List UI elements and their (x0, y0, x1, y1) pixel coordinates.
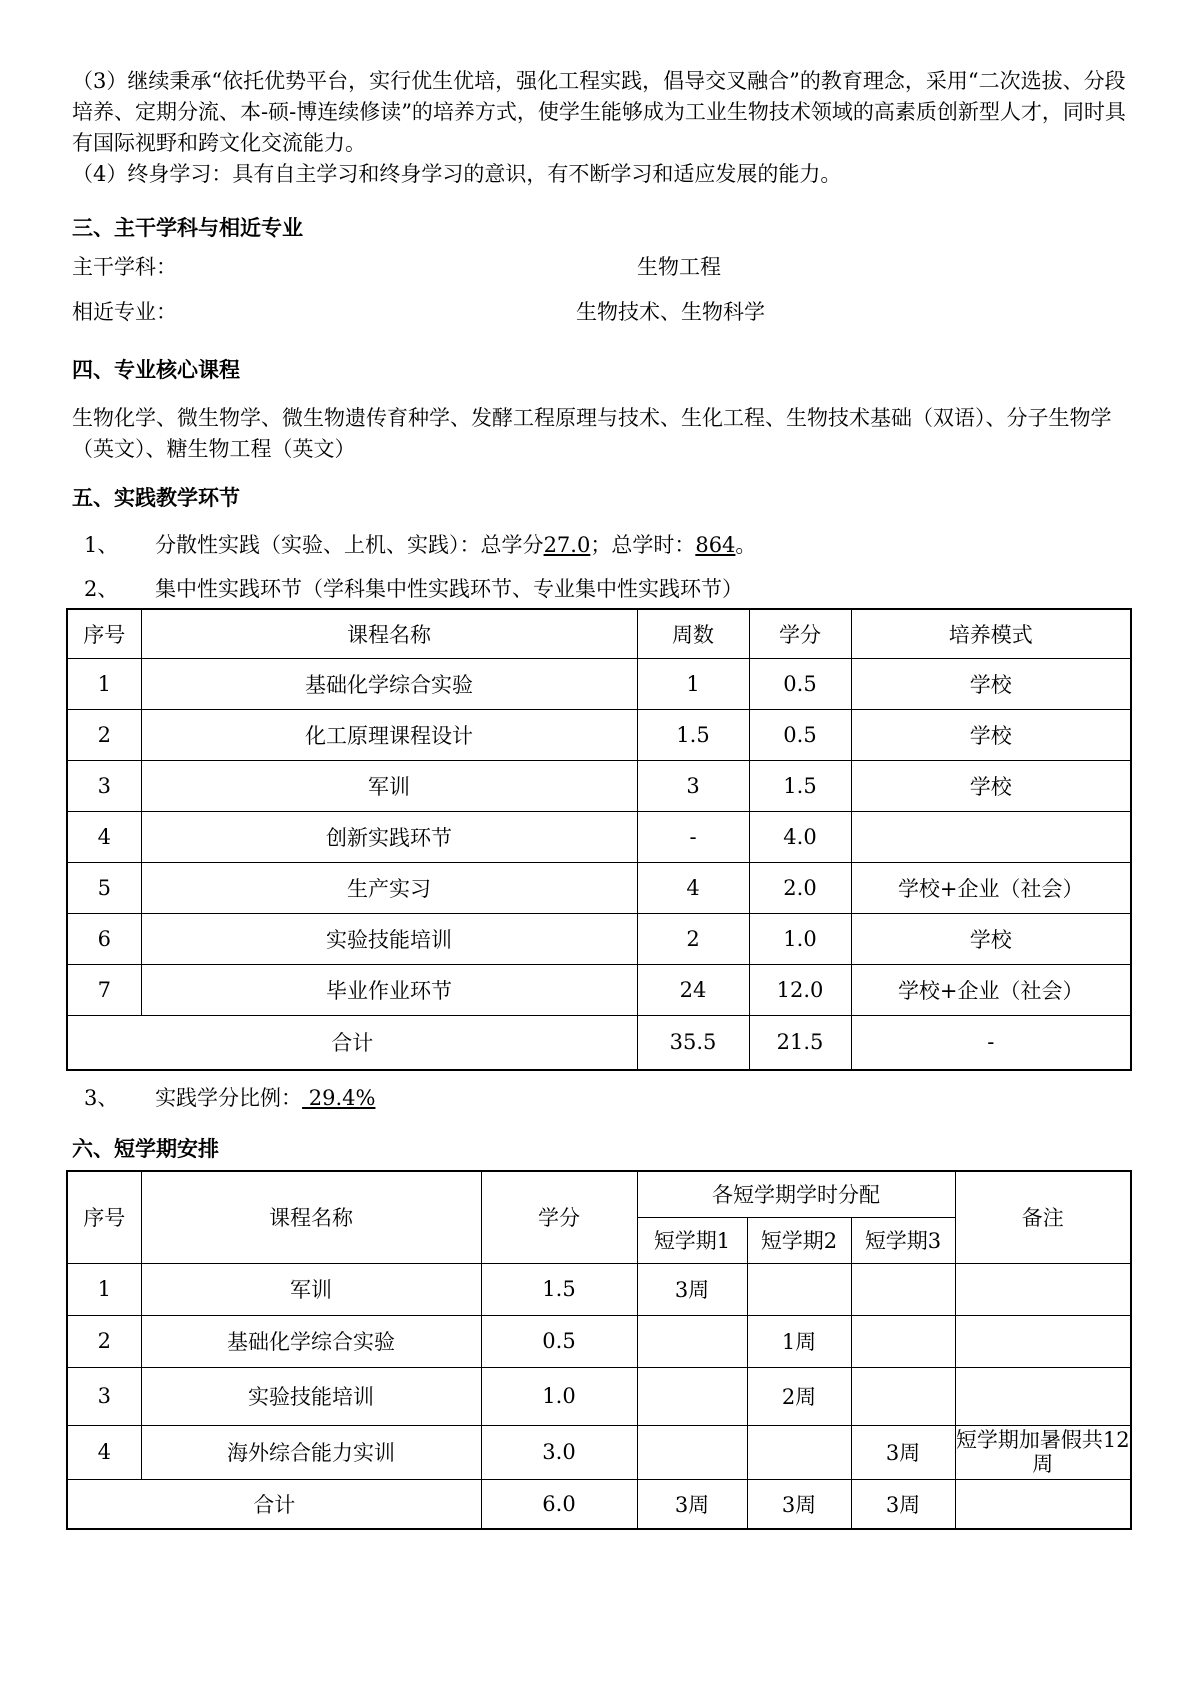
cell-no: 1 (67, 1263, 141, 1315)
practice-item-3-text: 实践学分比例： (155, 1086, 303, 1110)
cell-remark (955, 1367, 1131, 1425)
cell-s2 (747, 1425, 851, 1479)
cell-no: 2 (67, 709, 141, 760)
total-label: 合计 (67, 1015, 637, 1070)
cell-weeks: 1 (637, 658, 749, 709)
related-major-value: 生物技术、生物科学 (576, 300, 765, 324)
total-s1: 3周 (637, 1479, 747, 1529)
total-mode: - (851, 1015, 1131, 1070)
objective-paragraph-3: （3）继续秉承“依托优势平台，实行优生优培，强化工程实践，倡导交叉融合”的教育理念，采用“二次选拔、分段培养、定期分流、本-硕-博连续修读”的培养方式，使学生能够成为工业生物技术领域的高素质创新型人才，同时具有国际视野和跨文化交流能力。 (72, 69, 1126, 155)
cell-s1 (637, 1315, 747, 1367)
related-major-label: 相近专业： (72, 300, 177, 324)
total-s2: 3周 (747, 1479, 851, 1529)
main-discipline-value: 生物工程 (637, 255, 721, 279)
header-course-name: 课程名称 (141, 609, 637, 658)
cell-weeks: 2 (637, 913, 749, 964)
cell-weeks: 4 (637, 862, 749, 913)
cell-credits: 2.0 (749, 862, 851, 913)
cell-s2: 2周 (747, 1367, 851, 1425)
cell-mode: 学校 (851, 913, 1131, 964)
practice-item-3-number: 3、 (84, 1086, 119, 1110)
cell-credits: 0.5 (481, 1315, 637, 1367)
header-mode: 培养模式 (851, 609, 1131, 658)
section-6-heading: 六、短学期安排 (72, 1137, 219, 1161)
practice-item-2 (84, 573, 743, 603)
header-short-semester-2: 短学期2 (747, 1217, 851, 1263)
table-row (67, 913, 1131, 964)
cell-mode: 学校 (851, 658, 1131, 709)
practice-item-1-number: 1、 (84, 533, 119, 557)
cell-weeks: 1.5 (637, 709, 749, 760)
cell-credits: 1.0 (481, 1367, 637, 1425)
cell-remark (955, 1315, 1131, 1367)
header-no: 序号 (67, 1171, 141, 1263)
table-header-row (67, 609, 1131, 658)
objective-paragraph-4: （4）终身学习：具有自主学习和终身学习的意识，有不断学习和适应发展的能力。 (72, 162, 842, 186)
practice-credit-ratio: 29.4% (302, 1086, 376, 1110)
cell-course-name: 军训 (141, 1263, 481, 1315)
cell-course-name: 实验技能培训 (141, 913, 637, 964)
header-course-name: 课程名称 (141, 1171, 481, 1263)
cell-mode (851, 811, 1131, 862)
cell-mode: 学校+企业（社会） (851, 862, 1131, 913)
cell-weeks: 3 (637, 760, 749, 811)
table-row (67, 964, 1131, 1015)
cell-no: 6 (67, 913, 141, 964)
section-4-heading: 四、专业核心课程 (72, 358, 240, 382)
total-label: 合计 (67, 1479, 481, 1529)
practice-item-1 (84, 529, 756, 559)
cell-no: 2 (67, 1315, 141, 1367)
cell-credits: 0.5 (749, 658, 851, 709)
header-semester-allocation: 各短学期学时分配 (637, 1171, 955, 1217)
cell-s1 (637, 1367, 747, 1425)
cell-mode: 学校 (851, 760, 1131, 811)
cell-remark: 短学期加暑假共12周 (955, 1425, 1131, 1479)
cell-course-name: 实验技能培训 (141, 1367, 481, 1425)
cell-course-name: 军训 (141, 760, 637, 811)
cell-s3 (851, 1315, 955, 1367)
main-discipline-label: 主干学科： (72, 255, 177, 279)
cell-no: 3 (67, 1367, 141, 1425)
table-row (67, 1315, 1131, 1367)
cell-course-name: 毕业作业环节 (141, 964, 637, 1015)
cell-s1: 3周 (637, 1263, 747, 1315)
practice-total-hours: 864 (695, 533, 736, 557)
total-credits: 6.0 (481, 1479, 637, 1529)
cell-s3 (851, 1263, 955, 1315)
table-row (67, 1263, 1131, 1315)
header-remark: 备注 (955, 1171, 1131, 1263)
cell-s2 (747, 1263, 851, 1315)
table-row (67, 1425, 1131, 1479)
header-weeks: 周数 (637, 609, 749, 658)
table-total-row (67, 1015, 1131, 1070)
total-weeks: 35.5 (637, 1015, 749, 1070)
table-row (67, 1367, 1131, 1425)
header-credits: 学分 (749, 609, 851, 658)
cell-no: 5 (67, 862, 141, 913)
practice-total-credits: 27.0 (543, 533, 591, 557)
cell-mode: 学校 (851, 709, 1131, 760)
header-credits: 学分 (481, 1171, 637, 1263)
table-row (67, 709, 1131, 760)
cell-credits: 1.0 (749, 913, 851, 964)
cell-course-name: 基础化学综合实验 (141, 1315, 481, 1367)
table-row (67, 811, 1131, 862)
cell-mode: 学校+企业（社会） (851, 964, 1131, 1015)
cell-course-name: 创新实践环节 (141, 811, 637, 862)
practice-item-3 (84, 1082, 375, 1112)
cell-credits: 4.0 (749, 811, 851, 862)
header-short-semester-1: 短学期1 (637, 1217, 747, 1263)
table-row (67, 760, 1131, 811)
practice-hours-label: ；总学时： (590, 533, 696, 557)
cell-no: 3 (67, 760, 141, 811)
cell-no: 1 (67, 658, 141, 709)
cell-credits: 0.5 (749, 709, 851, 760)
cell-s1 (637, 1425, 747, 1479)
cell-credits: 12.0 (749, 964, 851, 1015)
cell-credits: 1.5 (749, 760, 851, 811)
core-courses-text: 生物化学、微生物学、微生物遗传育种学、发酵工程原理与技术、生化工程、生物技术基础（双语）、分子生物学（英文）、糖生物工程（英文） (72, 406, 1112, 461)
cell-s3 (851, 1367, 955, 1425)
section-3-heading: 三、主干学科与相近专业 (72, 216, 303, 240)
short-semester-table (66, 1170, 1132, 1530)
table-header-row (67, 1171, 1131, 1217)
intensive-practice-table (66, 608, 1132, 1071)
cell-credits: 1.5 (481, 1263, 637, 1315)
practice-item-1-text: 分散性实践（实验、上机、实践）：总学分 (155, 533, 544, 557)
cell-course-name: 化工原理课程设计 (141, 709, 637, 760)
cell-remark (955, 1263, 1131, 1315)
cell-weeks: - (637, 811, 749, 862)
cell-weeks: 24 (637, 964, 749, 1015)
total-remark (955, 1479, 1131, 1529)
practice-item-2-text: 集中性实践环节（学科集中性实践环节、专业集中性实践环节） (155, 577, 744, 601)
header-short-semester-3: 短学期3 (851, 1217, 955, 1263)
cell-no: 4 (67, 1425, 141, 1479)
cell-s2: 1周 (747, 1315, 851, 1367)
cell-credits: 3.0 (481, 1425, 637, 1479)
cell-s3: 3周 (851, 1425, 955, 1479)
cell-course-name: 基础化学综合实验 (141, 658, 637, 709)
cell-course-name: 海外综合能力实训 (141, 1425, 481, 1479)
practice-item-2-number: 2、 (84, 577, 119, 601)
table-row (67, 658, 1131, 709)
table-total-row (67, 1479, 1131, 1529)
header-no: 序号 (67, 609, 141, 658)
total-s3: 3周 (851, 1479, 955, 1529)
total-credits: 21.5 (749, 1015, 851, 1070)
cell-no: 4 (67, 811, 141, 862)
practice-item-1-end: 。 (735, 533, 757, 557)
cell-no: 7 (67, 964, 141, 1015)
cell-course-name: 生产实习 (141, 862, 637, 913)
table-row (67, 862, 1131, 913)
section-5-heading: 五、实践教学环节 (72, 486, 240, 510)
